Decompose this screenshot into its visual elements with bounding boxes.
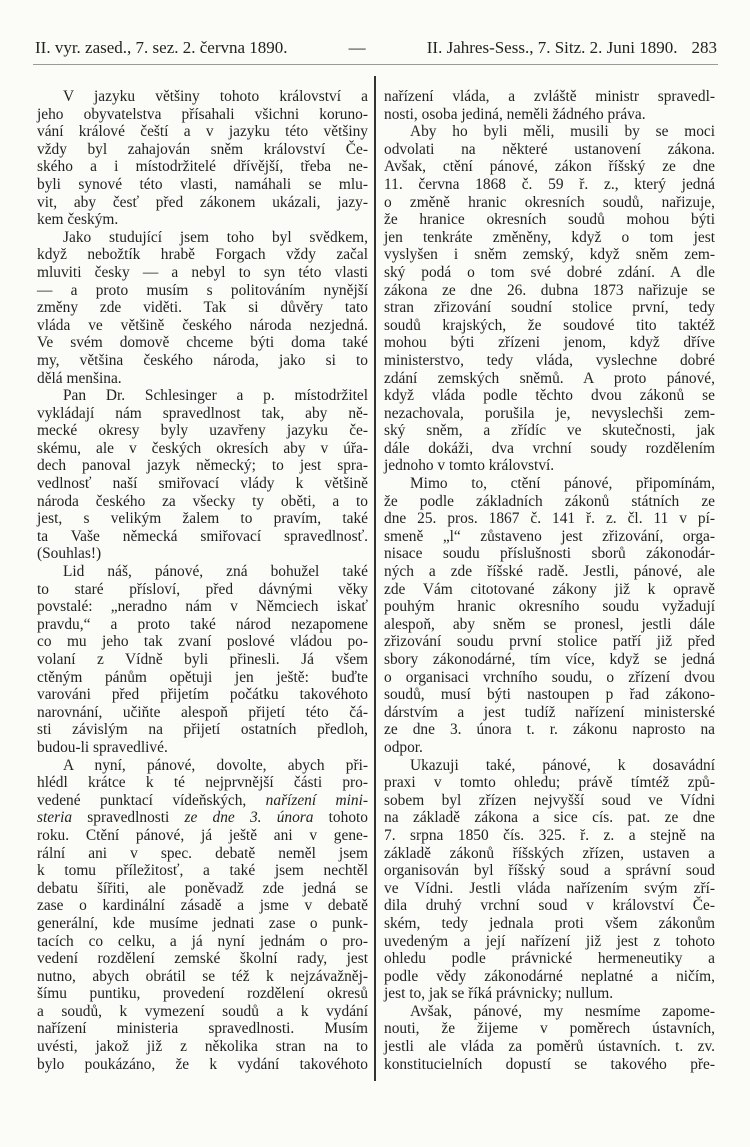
text-line: sti závislým na přijetí ostatních předloh, [37, 721, 368, 739]
text-line: dne 25. pros. 1867 č. 141 ř. z. čl. 11 v pí- [384, 510, 715, 528]
text-line: mluviti česky — a nebyl to syn této vlasti [37, 263, 368, 281]
text-line: konstitucielních dopustí se takového pře- [384, 1055, 715, 1073]
text-line: Ve svém domově chceme býti doma také [37, 334, 368, 352]
text-line: zde Vám citotované zákony již k opravě [384, 580, 715, 598]
paragraph [384, 1003, 715, 1073]
text-line: 7. srpna 1850 čís. 325. ř. z. a stejně na [384, 826, 715, 844]
text-line [37, 809, 368, 827]
page-number: 283 [691, 38, 717, 57]
text-line: národa českého za všecky ty oběti, a to [37, 492, 368, 510]
text-line: organisován byl říšský soud a správní soud [384, 862, 715, 880]
text-line: bylo poukázáno, že k vydání takovéhoto [37, 1055, 368, 1073]
text-line: nosti, osoba jediná, neměli žádného práva. [384, 105, 646, 123]
paragraph [384, 475, 715, 757]
text-line: Aby ho byli měli, musili by se moci [410, 123, 715, 141]
text-line: smeně „l“ zůstaveno jest zřizování, orga- [384, 527, 715, 545]
text-segment: tohoto [313, 809, 368, 827]
text-line: k tomu příležitosť, a také jsem nechtěl [37, 862, 368, 880]
text-line: dárstvím a jest tudíž nařízení ministerské [384, 703, 715, 721]
text-line: Jako studující jsem toho byl svědkem, [63, 228, 368, 246]
text-line: nařízení ministeria spravedlnosti. Musím [37, 1020, 368, 1038]
text-line: mohou býti zřízeni jenom, když dříve [384, 334, 715, 352]
text-line [37, 792, 368, 810]
text-line: nařízení vláda, a zvláště ministr spravedl- [384, 88, 715, 105]
paragraph [384, 123, 715, 475]
header-dash: — [348, 38, 366, 57]
text-line: to staré přísloví, před dávnými věky [37, 580, 368, 598]
text-line: pravdu,“ a proto také národ nezapomene [37, 615, 368, 633]
text-line: budou-li spravedlivé. [37, 738, 168, 756]
text-line: vyslyšen i sněm zemský, když sněm zem- [384, 246, 715, 264]
text-line: sbory zákonodárné, tím více, když se jedná [384, 651, 715, 668]
text-line: ze dne 3. února t. r. zákonu naprosto na [384, 721, 715, 739]
left-column [37, 88, 368, 1073]
text-line: A nyní, pánové, dovolte, abych při- [63, 756, 368, 774]
text-line: soudů, musí býti nastoupen p řad zákono- [384, 686, 715, 704]
text-line: základě zákonů říšských zřízen, ustaven a [384, 844, 715, 862]
text-line: zase o kardinální zásadě a jsme v debatě [37, 897, 368, 915]
paragraph [37, 88, 368, 229]
text-line: nisace soudu příslušnosti sborů zákonodár- [384, 545, 715, 563]
text-line: kem českým. [37, 211, 119, 229]
text-line: uvedeným a její nařízení již jest z tohoto [384, 932, 715, 950]
text-line: ohledu podle právnické hermeneutiky a [384, 950, 715, 968]
text-line: skému, ale v českých okresích aby v úřa- [37, 439, 368, 457]
text-line: ta Vaše německá smiřovací spravedlnosť. [37, 527, 368, 545]
text-line: stran zřizování soudní stolice první, tedy [384, 299, 715, 317]
header-rule [33, 64, 718, 65]
text-line: jest to, jak se říká právnicky; nullum. [384, 985, 614, 1003]
text-line: pouhým hranic okresního soudu vyžadují [384, 598, 715, 616]
text-line: ných a zde říšské radě. Jestli, pánové, ale [384, 563, 715, 581]
text-line: byli synové této vlasti, namáhali se mlu- [37, 175, 368, 193]
text-line: když vláda podle těchto dvou zákonů se [384, 387, 715, 405]
text-line: vání králové čeští a v jazyku této většiny [37, 123, 368, 141]
column-divider [374, 76, 376, 1081]
text-line: Pan Dr. Schlesinger a p. místodržitel [63, 387, 368, 405]
text-line: Mimo to, ctění pánové, připomínám, [410, 475, 715, 493]
text-line: nouti, že žijeme v poměrech ústavních, [384, 1020, 715, 1038]
text-line: změny zde viděti. Tak si důvěry tato [37, 299, 368, 317]
header-german: II. Jahres-Sess., 7. Sitz. 2. Juni 1890. [426, 38, 678, 57]
text-line: dech panoval jazyk německý; to jest spra- [37, 457, 368, 475]
text-line: (Souhlas!) [37, 545, 102, 563]
text-line: jestli ale vláda za poměrů ústavních. t. zv. [384, 1038, 715, 1056]
text-line: zřizování soudu první stolice patří již před [384, 633, 715, 651]
text-line: praxi v tomto ohledu; právě tímtéž způ- [384, 774, 715, 792]
text-line: soudů krajských, že soudové tito taktéž [384, 316, 715, 334]
text-line: vždy byl zahajován sněm království Če- [37, 140, 368, 158]
text-line: ský sněm, a zřídíc ve skutečnosti, jak [384, 422, 715, 440]
text-line: jest, s velikým žalem to pravím, také [37, 510, 368, 528]
text-line: volaní z Vídně byli přinesli. Já všem [37, 651, 368, 668]
text-line: podle vědy zákonodárné neplatné a ničím, [384, 967, 715, 985]
text-line: povstalé: „neradno nám v Němciech iskať [37, 598, 368, 616]
text-line: ve Vídni. Jestli vláda nařízením svým zří- [384, 879, 715, 897]
text-line: ského a i místodržitelé dřívější, třeba ne- [37, 158, 368, 176]
text-line: a soudů, k vymezení soudů a k vydání [37, 1002, 368, 1020]
text-line: — a proto musím s politováním nynější [37, 281, 368, 299]
text-line: jeho obyvatelstva přísahali všichni koruno- [37, 105, 368, 123]
text-line: narovnání, učiňte alespoň přijetí této čá- [37, 703, 368, 721]
text-line: alespoň, aby sněm se pronesl, jestli dále [384, 615, 715, 633]
paragraph [37, 229, 368, 387]
text-line: vedení rozdělení zemské školní rady, jest [37, 950, 368, 968]
text-line: debatu šířiti, ale poněvadž zde jedná se [37, 879, 368, 897]
paragraph [384, 88, 715, 123]
text-line: ský podá o tom své dobré zdání. A dle [384, 263, 715, 281]
header-czech: II. vyr. zased., 7. sez. 2. června 1890. [35, 38, 288, 57]
text-line: nutno, abych obrátil se též k nejzávažněj- [37, 967, 368, 985]
text-line: odpor. [384, 738, 423, 756]
text-segment: spravedlnosti [72, 809, 185, 827]
text-line: když nebožtík hrabě Forgach vždy začal [37, 246, 368, 264]
text-line: na základě zákona a sice cís. pat. ze dne [384, 809, 715, 827]
paragraph [37, 757, 368, 1074]
text-line: Avšak, ctění pánové, zákon říšský ze dne [384, 158, 715, 176]
italic-text: steria [37, 809, 73, 827]
text-line: že podle základních zákonů státních ze [384, 492, 715, 510]
text-line: 11. června 1868 č. 59 ř. z., který jedná [384, 175, 715, 193]
text-line: sobem byl zřízen nejvyšší soud ve Vídni [384, 791, 715, 809]
text-line: dělá menšina. [37, 369, 122, 387]
text-line: vláda ve většině českého národa nezjedná. [37, 316, 368, 334]
text-line: jen tenkráte změněny, když o tom jest [384, 228, 715, 246]
text-line: dila druhý vrchní soud v království Če- [384, 897, 715, 915]
text-line: roku. Ctění pánové, já ještě ani v gene- [37, 826, 368, 844]
paragraph [37, 563, 368, 757]
text-line: ministerstvo, tedy vláda, vyslechne dobré [384, 351, 715, 369]
text-line: odvolati na některé ustanovení zákona. [384, 140, 715, 158]
text-line: Ukazuji také, pánové, k dosavádní [410, 756, 715, 774]
text-line: mecké okresy byly uzavřeny jazyku če- [37, 422, 368, 440]
paragraph [37, 387, 368, 563]
text-line: že hranice okresních soudů mohou býti [384, 211, 715, 229]
text-line: dále dokáži, dva vrchní soudy rozdělením [384, 439, 715, 457]
text-line: my, většina českého národa, jako si to [37, 351, 368, 369]
text-line: hlédl krátce k té nejprvnější části pro- [37, 774, 368, 792]
text-line: nezachovala, porušila je, nevyslechši zem- [384, 404, 715, 422]
italic-text: nařízení mini- [265, 791, 368, 809]
text-line: ctěným pánům opětuji jen ještě: buďte [37, 668, 368, 686]
text-line: uvésti, jakož již z několika stran na to [37, 1038, 368, 1056]
text-line: o organisaci vrchního soudu, o zřízení dvou [384, 668, 715, 686]
text-line: Avšak, pánové, my nesmíme zapome- [410, 1002, 715, 1020]
text-line: o změně hranic okresních soudů, nařizuje, [384, 193, 715, 211]
text-line: varováni před přijetím počátku takovéhoto [37, 686, 368, 704]
text-line: zdání zemských sněmů. A proto pánové, [384, 369, 715, 387]
running-header [35, 38, 717, 60]
text-line: ském, tedy jednala proti všem zákonům [384, 914, 715, 932]
text-line: Lid náš, pánové, zná bohužel také [63, 563, 368, 581]
text-line: generální, kde musíme jednati zase o punk- [37, 914, 368, 932]
text-line: šímu puntiku, provedení rozdělení okresů [37, 985, 368, 1003]
italic-text: ze dne 3. února [184, 809, 314, 827]
text-line: rální ani v spec. debatě neměl jsem [37, 844, 368, 862]
paragraph [384, 757, 715, 1003]
text-segment: vedené punktací vídeňských, [37, 791, 266, 809]
text-line: vit, aby česť před zákonem ukázali, jazy- [37, 193, 368, 211]
text-line: tacích co celku, a já nyní jednám o pro- [37, 932, 368, 950]
text-line: zákona ze dne 26. dubna 1873 nařizuje se [384, 281, 715, 299]
right-column [384, 88, 715, 1073]
text-line: co mu jeho tak zvaní poslové vládou po- [37, 633, 368, 651]
text-line: vedlnosť naší smiřovací vlády k většině [37, 475, 368, 493]
text-line: V jazyku většiny tohoto království a [63, 88, 368, 105]
text-line: jednoho v tomto království. [384, 457, 555, 475]
text-line: vykládají nám spravedlnost tak, aby ně- [37, 404, 368, 422]
